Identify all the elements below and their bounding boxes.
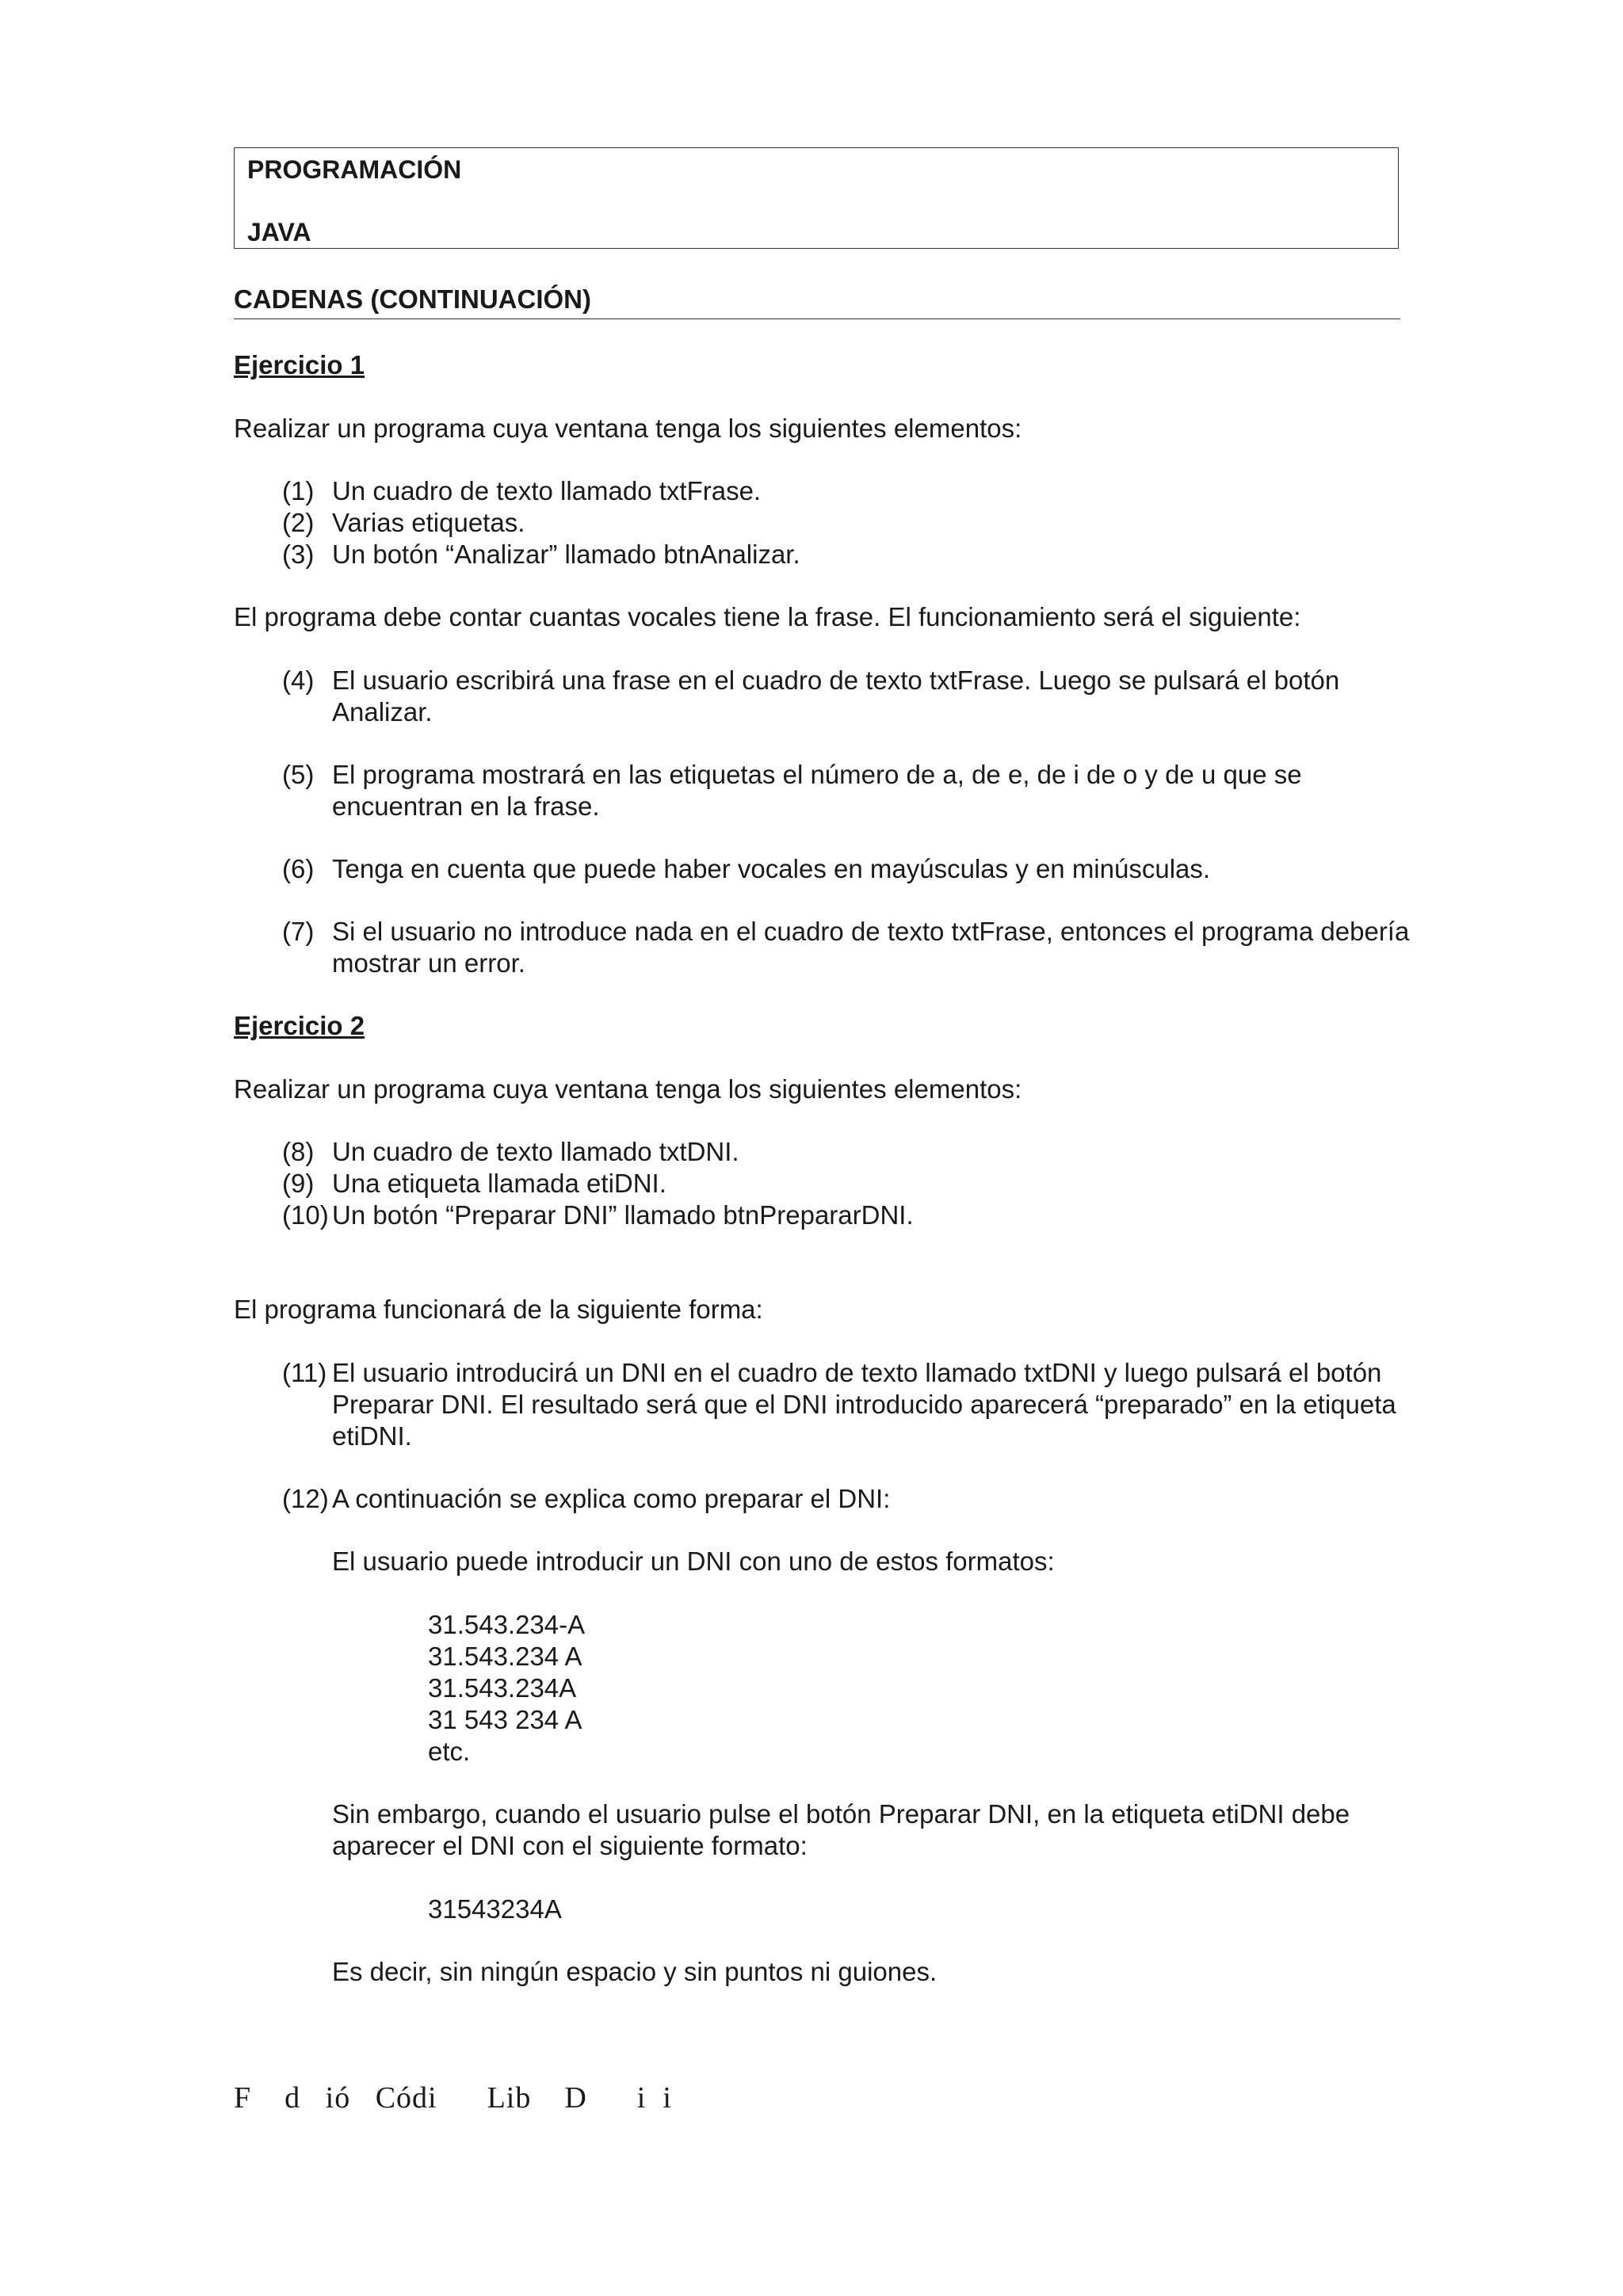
list-item-text: Un botón “Analizar” llamado btnAnalizar.: [332, 540, 800, 569]
list-item-text: Un botón “Preparar DNI” llamado btnPrepararDNI.: [332, 1200, 914, 1230]
header-subtitle: JAVA: [247, 218, 311, 246]
result-intro-line2: aparecer el DNI con el siguiente formato:: [332, 1831, 808, 1860]
ejercicio1-description: El programa debe contar cuantas vocales tiene la frase. El funcionamiento será el siguiente:: [234, 602, 1301, 631]
ejercicio2-description: El programa funcionará de la siguiente forma:: [234, 1295, 763, 1324]
list-item-text: Varias etiquetas.: [332, 508, 525, 537]
closing-text: Es decir, sin ningún espacio y sin puntos ni guiones.: [332, 1957, 938, 1986]
list-item-text: Tenga en cuenta que puede haber vocales en mayúsculas y en minúsculas.: [332, 854, 1211, 883]
list-item-number: (12): [282, 1484, 329, 1513]
list-item-text: Si el usuario no introduce nada en el cuadro de texto txtFrase, entonces el programa debería mostrar un error.: [332, 917, 1410, 978]
list-item-number: (6): [282, 854, 315, 883]
list-item-number: (1): [282, 476, 315, 505]
list-item-text: El programa mostrará en las etiquetas el número de a, de e, de i de o y de u que se encuentran en la frase.: [332, 760, 1302, 821]
formats-intro: El usuario puede introducir un DNI con uno de estos formatos:: [332, 1547, 1055, 1576]
list-item-text: El usuario introducirá un DNI en el cuadro de texto llamado txtDNI y luego pulsará el botón Preparar DNI. El resultado será que el DNI introducido aparecerá “preparado” en la etiqueta etiDNI.: [332, 1358, 1396, 1451]
header-box: [234, 147, 1399, 249]
list-item-text: Un cuadro de texto llamado txtFrase.: [332, 476, 762, 505]
list-item-text: Una etiqueta llamada etiDNI.: [332, 1169, 666, 1198]
dni-format: 31.543.234-A: [428, 1610, 586, 1639]
list-item-text: A continuación se explica como preparar el DNI:: [332, 1484, 891, 1513]
ejercicio2-intro: Realizar un programa cuya ventana tenga los siguientes elementos:: [234, 1074, 1022, 1104]
result-example: 31543234A: [428, 1894, 562, 1924]
list-item-number: (10): [282, 1200, 329, 1230]
list-item-number: (4): [282, 666, 315, 695]
list-item-number: (3): [282, 540, 315, 569]
ejercicio1-intro: Realizar un programa cuya ventana tenga los siguientes elementos:: [234, 414, 1022, 443]
result-intro-line1: Sin embargo, cuando el usuario pulse el botón Preparar DNI, en la etiqueta etiDNI debe: [332, 1799, 1350, 1829]
list-item-text: Un cuadro de texto llamado txtDNI.: [332, 1137, 739, 1166]
header-title: PROGRAMACIÓN: [247, 155, 462, 184]
list-item-number: (2): [282, 508, 315, 537]
list-item-number: (11): [282, 1358, 327, 1387]
list-item-text: El usuario escribirá una frase en el cuadro de texto txtFrase. Luego se pulsará el botón Analizar.: [332, 666, 1340, 727]
dni-format: 31 543 234 A: [428, 1705, 582, 1734]
section-title: CADENAS (CONTINUACIÓN): [234, 284, 1400, 319]
dni-format: etc.: [428, 1737, 471, 1766]
ejercicio1-heading: Ejercicio 1: [234, 350, 365, 379]
dni-format: 31.543.234 A: [428, 1642, 582, 1671]
list-item-number: (8): [282, 1137, 315, 1166]
list-item-number: (9): [282, 1169, 315, 1198]
dni-format: 31.543.234A: [428, 1673, 577, 1703]
footer-text: F d ió Códi Lib D i i: [234, 2081, 672, 2115]
list-item-number: (5): [282, 760, 315, 789]
ejercicio2-heading: Ejercicio 2: [234, 1011, 365, 1040]
list-item-number: (7): [282, 917, 315, 946]
